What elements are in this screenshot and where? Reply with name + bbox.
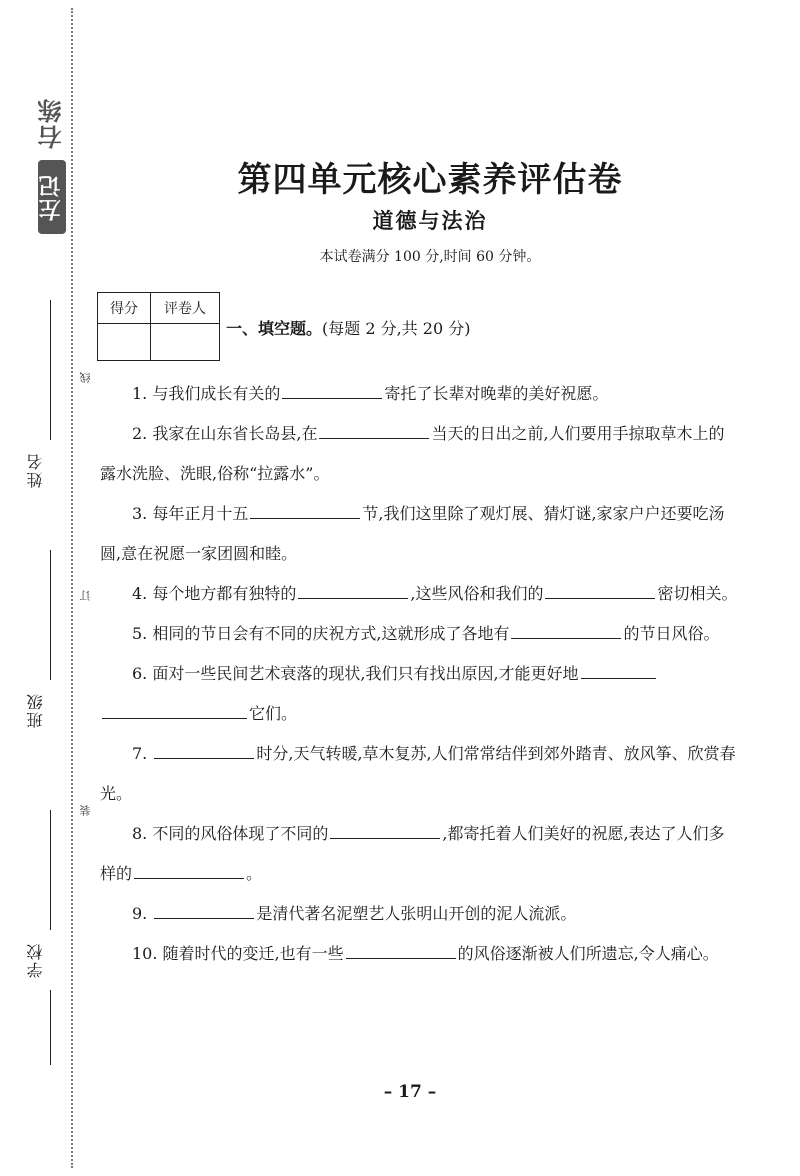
answer-blank[interactable]	[319, 418, 429, 439]
question-8	[100, 814, 740, 894]
section-title: 一、填空题。	[226, 319, 323, 338]
answer-blank[interactable]	[102, 698, 247, 719]
question-text: 。	[246, 864, 263, 883]
name-field-line[interactable]	[50, 300, 51, 440]
school-field-line-lower	[50, 990, 51, 1065]
class-field-line[interactable]	[50, 550, 51, 680]
score-table	[97, 292, 220, 361]
question-10	[100, 934, 740, 974]
question-text: 10. 随着时代的变迁,也有一些	[132, 944, 344, 963]
brand-logo-text: 右练	[38, 97, 66, 149]
grader-cell[interactable]	[151, 324, 220, 361]
question-text: 时分,天气转暖,草木复苏,人们常常结伴到郊外踏青、放风筝、欣赏春光。	[100, 744, 736, 803]
answer-blank[interactable]	[346, 938, 456, 959]
section-heading	[226, 316, 470, 339]
gutter-mark-zhuang: 装	[79, 805, 92, 816]
question-3	[100, 494, 740, 574]
grader-header: 评卷人	[151, 293, 220, 324]
question-text: 2. 我家在山东省长岛县,在	[132, 424, 318, 443]
question-text: 的节日风俗。	[623, 624, 720, 643]
answer-blank[interactable]	[154, 738, 254, 759]
question-text: 密切相关。	[657, 584, 738, 603]
gutter-mark-xian: 线	[79, 372, 92, 383]
answer-blank[interactable]	[545, 578, 655, 599]
question-7	[100, 734, 740, 814]
score-header: 得分	[98, 293, 151, 324]
class-field-label: 班级	[26, 692, 45, 728]
question-text: ,都寄托着人们美好的祝愿,表达了人们多样的	[100, 824, 725, 883]
answer-blank[interactable]	[250, 498, 360, 519]
page-title: 第四单元核心素养评估卷	[237, 160, 623, 200]
answer-blank[interactable]	[298, 578, 408, 599]
school-field-line[interactable]	[50, 810, 51, 930]
page-number: – 17 –	[383, 1082, 437, 1102]
question-text: 4. 每个地方都有独特的	[132, 584, 297, 603]
brand-logo	[32, 80, 72, 240]
question-text: ,这些风俗和我们的	[410, 584, 544, 603]
question-text: 5. 相同的节日会有不同的庆祝方式,这就形成了各地有	[132, 624, 510, 643]
question-4	[100, 574, 740, 614]
question-text: 1. 与我们成长有关的	[132, 384, 281, 403]
question-text: 9.	[132, 904, 153, 923]
question-1	[100, 374, 740, 414]
question-6	[100, 654, 740, 734]
answer-blank[interactable]	[282, 378, 382, 399]
question-5	[100, 614, 740, 654]
answer-blank[interactable]	[154, 898, 254, 919]
question-text: 节,我们这里除了观灯展、猜灯谜,家家户户还要吃汤圆,意在祝愿一家团圆和睦。	[100, 504, 725, 563]
answer-blank[interactable]	[134, 858, 244, 879]
question-text: 6. 面对一些民间艺术衰落的现状,我们只有找出原因,才能更好地	[132, 664, 579, 683]
name-field	[24, 290, 54, 500]
answer-blank[interactable]	[581, 658, 656, 679]
gutter-mark-ding: 订	[79, 590, 92, 601]
brand-logo-box: 左记	[38, 160, 66, 234]
question-text: 3. 每年正月十五	[132, 504, 249, 523]
question-text: 7.	[132, 744, 153, 763]
answer-blank[interactable]	[511, 618, 621, 639]
subject-subtitle: 道德与法治	[372, 209, 488, 233]
class-field	[24, 540, 54, 740]
exam-note: 本试卷满分 100 分,时间 60 分钟。	[319, 249, 541, 265]
answer-blank[interactable]	[330, 818, 440, 839]
question-text: 当天的日出之前,人们要用手掠取草木上的露水洗脸、洗眼,俗称“拉露水”。	[100, 424, 725, 483]
school-field-label: 学校	[26, 942, 45, 978]
section-detail: (每题 2 分,共 20 分)	[322, 319, 471, 338]
school-field	[24, 800, 54, 1070]
name-field-label: 姓名	[26, 452, 45, 488]
question-9	[100, 894, 740, 934]
question-2	[100, 414, 740, 494]
question-text: 它们。	[249, 704, 298, 723]
score-cell[interactable]	[98, 324, 151, 361]
question-text: 是清代著名泥塑艺人张明山开创的泥人流派。	[256, 904, 577, 923]
question-list	[100, 374, 740, 974]
question-text: 寄托了长辈对晚辈的美好祝愿。	[384, 384, 609, 403]
question-text: 8. 不同的风俗体现了不同的	[132, 824, 329, 843]
question-text: 的风俗逐渐被人们所遗忘,令人痛心。	[457, 944, 719, 963]
